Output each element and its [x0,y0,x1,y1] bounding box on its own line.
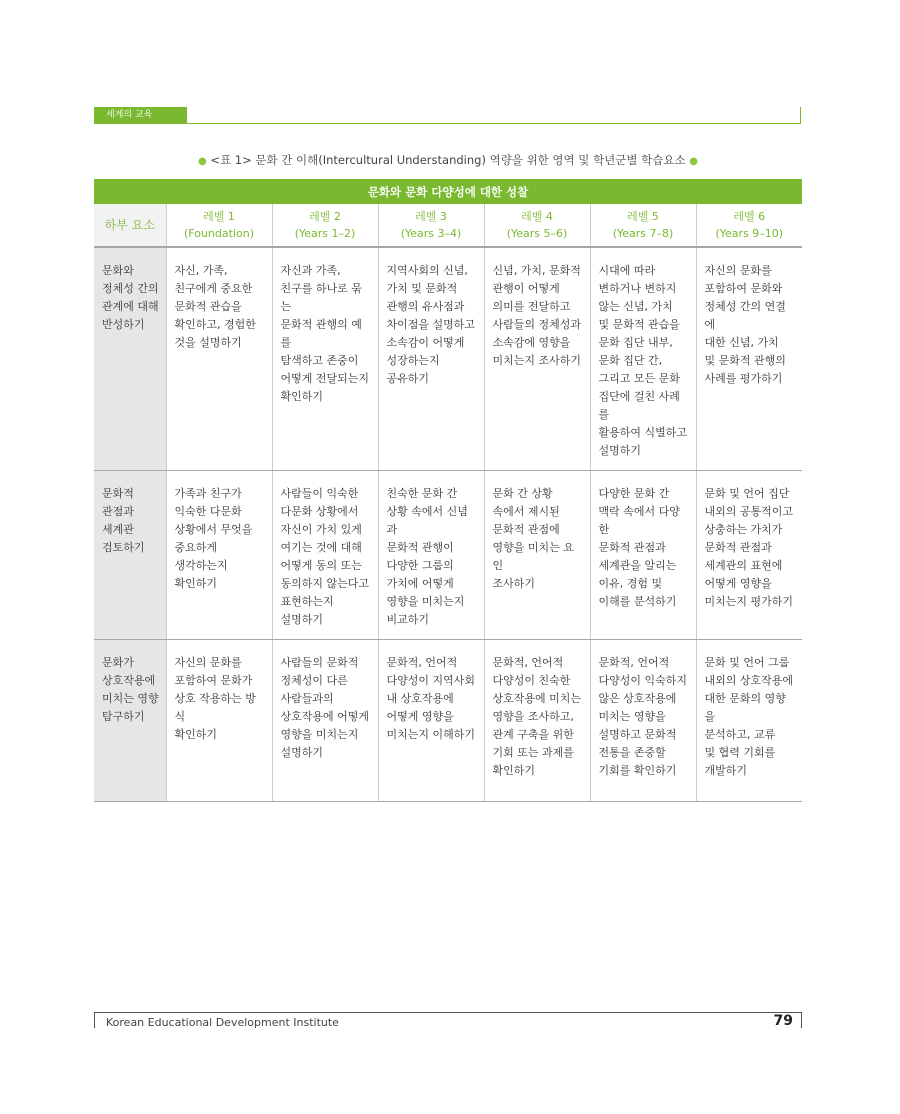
table-cell: 시대에 따라 변하거나 변하지 않는 신념, 가치 및 문화적 관습을 문화 집단 내부, 문화 집단 간, 그리고 모든 문화 집단에 걸친 사례를 활용하여 식별하고 설명하기 [590,247,696,471]
level-name: 레벨 3 [415,210,447,223]
level-years: (Years 5–6) [506,227,568,240]
table-row [94,471,802,640]
level-name: 레벨 2 [309,210,341,223]
bullet-dot-icon: ● [198,156,207,167]
table-cell: 신념, 가치, 문화적 관행이 어떻게 의미를 전달하고 사람들의 정체성과 소속감에 영향을 미치는지 조사하기 [484,247,590,471]
level-4-header [484,204,590,247]
sub-element-cell: 문화적 관점과 세계관 검토하기 [94,471,166,640]
footer-rule-left [94,1012,95,1028]
level-name: 레벨 4 [521,210,553,223]
level-name: 레벨 5 [627,210,659,223]
level-years: (Years 9–10) [715,227,784,240]
bullet-dot-icon: ● [689,156,698,167]
level-6-header [696,204,802,247]
level-name: 레벨 1 [203,210,235,223]
level-years: (Years 3–4) [400,227,462,240]
table-cell: 문화적, 언어적 다양성이 익숙하지 않은 상호작용에 미치는 영향을 설명하고 문화적 전통을 존중할 기회를 확인하기 [590,640,696,802]
row-header-label: 하부 요소 [94,204,166,247]
footer-institute: Korean Educational Development Institute [106,1016,339,1029]
section-label: 세계의 교육 [106,110,153,120]
footer-rule-right [801,1012,802,1028]
table-cell: 사람들의 문화적 정체성이 다른 사람들과의 상호작용에 어떻게 영향을 미치는지 설명하기 [272,640,378,802]
level-years: (Foundation) [184,227,254,240]
table-cell: 지역사회의 신념, 가치 및 문화적 관행의 유사점과 차이점을 설명하고 소속감이 어떻게 성장하는지 공유하기 [378,247,484,471]
level-name: 레벨 6 [733,210,766,223]
table-row [94,640,802,802]
table-cell: 문화 및 언어 그룹 내외의 상호작용에 대한 문화의 영향을 분석하고, 교류 및 협력 기회를 개발하기 [696,640,802,802]
level-2-header [272,204,378,247]
table-header-row [94,204,802,247]
table-row [94,247,802,471]
caption-text: <표 1> 문화 간 이해(Intercultural Understanding) 역량을 위한 영역 및 학년군별 학습요소 [210,153,686,167]
level-years: (Years 1–2) [294,227,356,240]
table-cell: 자신의 문화를 포함하여 문화와 정체성 간의 연결에 대한 신념, 가치 및 문화적 관행의 사례를 평가하기 [696,247,802,471]
table-cell: 사람들이 익숙한 다문화 상황에서 자신이 가치 있게 여기는 것에 대해 어떻게 동의 또는 동의하지 않는다고 표현하는지 설명하기 [272,471,378,640]
table-cell: 문화 및 언어 집단 내외의 공통적이고 상충하는 가치가 문화적 관점과 세계관의 표현에 어떻게 영향을 미치는지 평가하기 [696,471,802,640]
table-cell: 자신의 문화를 포함하여 문화가 상호 작용하는 방식 확인하기 [166,640,272,802]
table-cell: 문화적, 언어적 다양성이 지역사회 내 상호작용에 어떻게 영향을 미치는지 이해하기 [378,640,484,802]
table-caption [94,152,802,168]
learning-elements-table [94,179,802,802]
table-cell: 문화적, 언어적 다양성이 친숙한 상호작용에 미치는 영향을 조사하고, 관계 구축을 위한 기회 또는 과제를 확인하기 [484,640,590,802]
header-rule-end [800,107,801,124]
table-cell: 가족과 친구가 익숙한 다문화 상황에서 무엇을 중요하게 생각하는지 확인하기 [166,471,272,640]
page-number: 79 [773,1013,793,1029]
section-tab [94,107,187,124]
table-cell: 자신과 가족, 친구를 하나로 묶는 문화적 관행의 예를 탐색하고 존중이 어떻게 전달되는지 확인하기 [272,247,378,471]
table-cell: 자신, 가족, 친구에게 중요한 문화적 관습을 확인하고, 경험한 것을 설명하기 [166,247,272,471]
level-5-header [590,204,696,247]
level-1-header [166,204,272,247]
table-cell: 문화 간 상황 속에서 제시된 문화적 관점에 영향을 미치는 요인 조사하기 [484,471,590,640]
table-title: 문화와 문화 다양성에 대한 성찰 [94,179,802,204]
table-cell: 다양한 문화 간 맥락 속에서 다양한 문화적 관점과 세계관을 알리는 이유, 경험 및 이해를 분석하기 [590,471,696,640]
level-years: (Years 7–8) [612,227,674,240]
level-3-header [378,204,484,247]
footer-rule [94,1012,802,1013]
sub-element-cell: 문화와 정체성 간의 관계에 대해 반성하기 [94,247,166,471]
sub-element-cell: 문화가 상호작용에 미치는 영향 탐구하기 [94,640,166,802]
header-rule [187,123,801,124]
table-cell: 친숙한 문화 간 상황 속에서 신념과 문화적 관행이 다양한 그룹의 가치에 어떻게 영향을 미치는지 비교하기 [378,471,484,640]
